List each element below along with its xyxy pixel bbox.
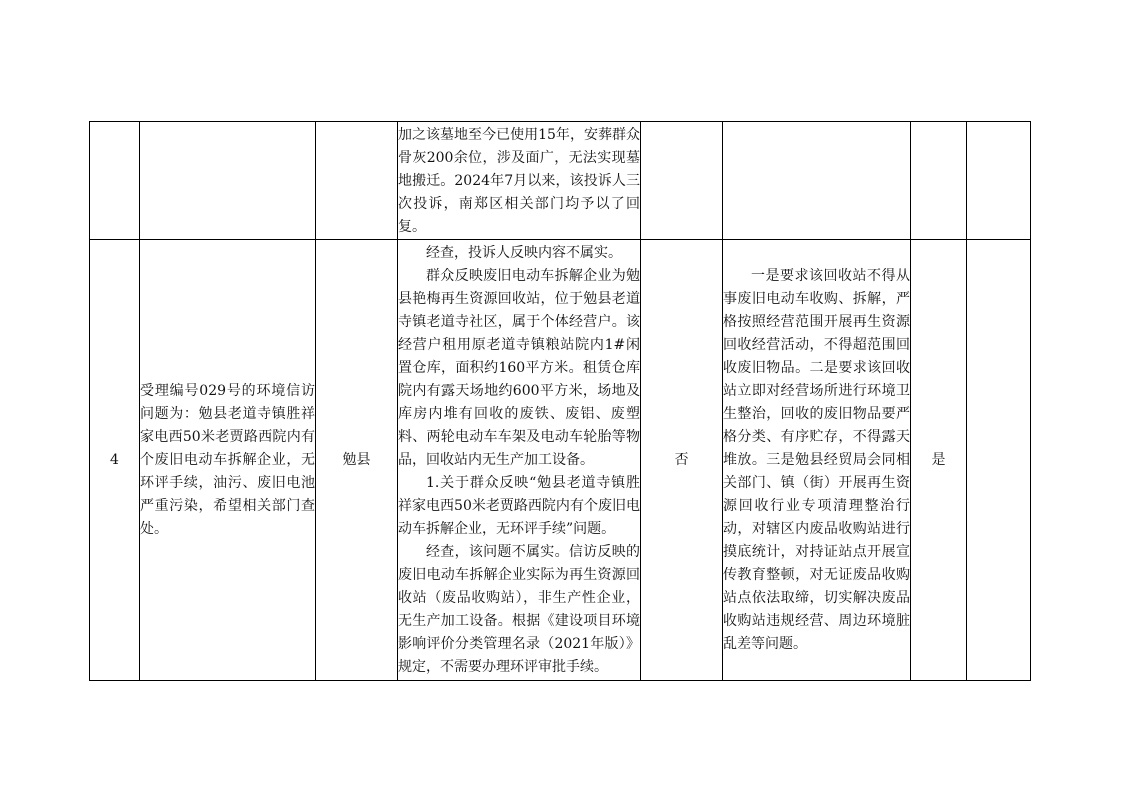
measures-cell [723, 122, 911, 240]
findings-cell [398, 122, 641, 240]
closed-cell: 是 [911, 240, 967, 681]
measures-cell [723, 240, 911, 681]
findings-cell [398, 240, 641, 681]
row-number-cell: 4 [90, 240, 140, 681]
table-row [90, 122, 1031, 240]
findings-paragraph: 经查，该问题不属实。信访反映的废旧电动车拆解企业实际为再生资源回收站（废品收购站），非生产性企业，无生产加工设备。根据《建设项目环境影响评价分类管理名录（2021年版）》规定，不需要办理环评审批手续。 [398, 543, 640, 675]
remark-cell [967, 122, 1031, 240]
measures-paragraph: 一是要求该回收站不得从事废旧电动车收购、拆解，严格按照经营范围开展再生资源回收经营活动，不得超范围回收废旧物品。二是要求该回收站立即对经营场所进行环境卫生整治，回收的废旧物品要严格分类、有序贮存，不得露天堆放。三是勉县经贸局会同相关部门、镇（街）开展再生资源回收行业专项清理整治行动，对辖区内废品收购站进行摸底统计，对持证站点开展宣传教育整顿，对无证废品收购站点依法取缔，切实解决废品收购站违规经营、周边环境脏乱差等问题。 [723, 267, 910, 652]
verified-cell [641, 122, 723, 240]
findings-paragraph: 经查，投诉人反映内容不属实。 [426, 244, 622, 261]
findings-paragraph: 加之该墓地至今已使用15年，安葬群众骨灰200余位，涉及面广，无法实现墓地搬迁。2024年7月以来，该投诉人三次投诉，南郑区相关部门均予以了回复。 [398, 127, 640, 235]
verified-cell: 否 [641, 240, 723, 681]
row-number-cell [90, 122, 140, 240]
table-row [90, 240, 1031, 681]
issue-cell [140, 122, 316, 240]
issue-cell: 受理编号029号的环境信访问题为：勉县老道寺镇胜祥家电西50米老贾路西院内有个废旧电动车拆解企业，无环评手续，油污、废旧电池严重污染，希望相关部门查处。 [140, 240, 316, 681]
remark-cell [967, 240, 1031, 681]
findings-paragraph: 群众反映废旧电动车拆解企业为勉县艳梅再生资源回收站，位于勉县老道寺镇老道寺社区，属于个体经营户。该经营户租用原老道寺镇粮站院内1#闲置仓库，面积约160平方米。租赁仓库院内有露天场地约600平方米，场地及库房内堆有回收的废铁、废铝、废塑料、两轮电动车车架及电动车轮胎等物品，回收站内无生产加工设备。 [398, 267, 640, 468]
complaint-table [89, 121, 1031, 681]
region-cell: 勉县 [316, 240, 398, 681]
region-cell [316, 122, 398, 240]
findings-paragraph: 1.关于群众反映“勉县老道寺镇胜祥家电西50米老贾路西院内有个废旧电动车拆解企业，无环评手续”问题。 [398, 474, 640, 537]
closed-cell [911, 122, 967, 240]
